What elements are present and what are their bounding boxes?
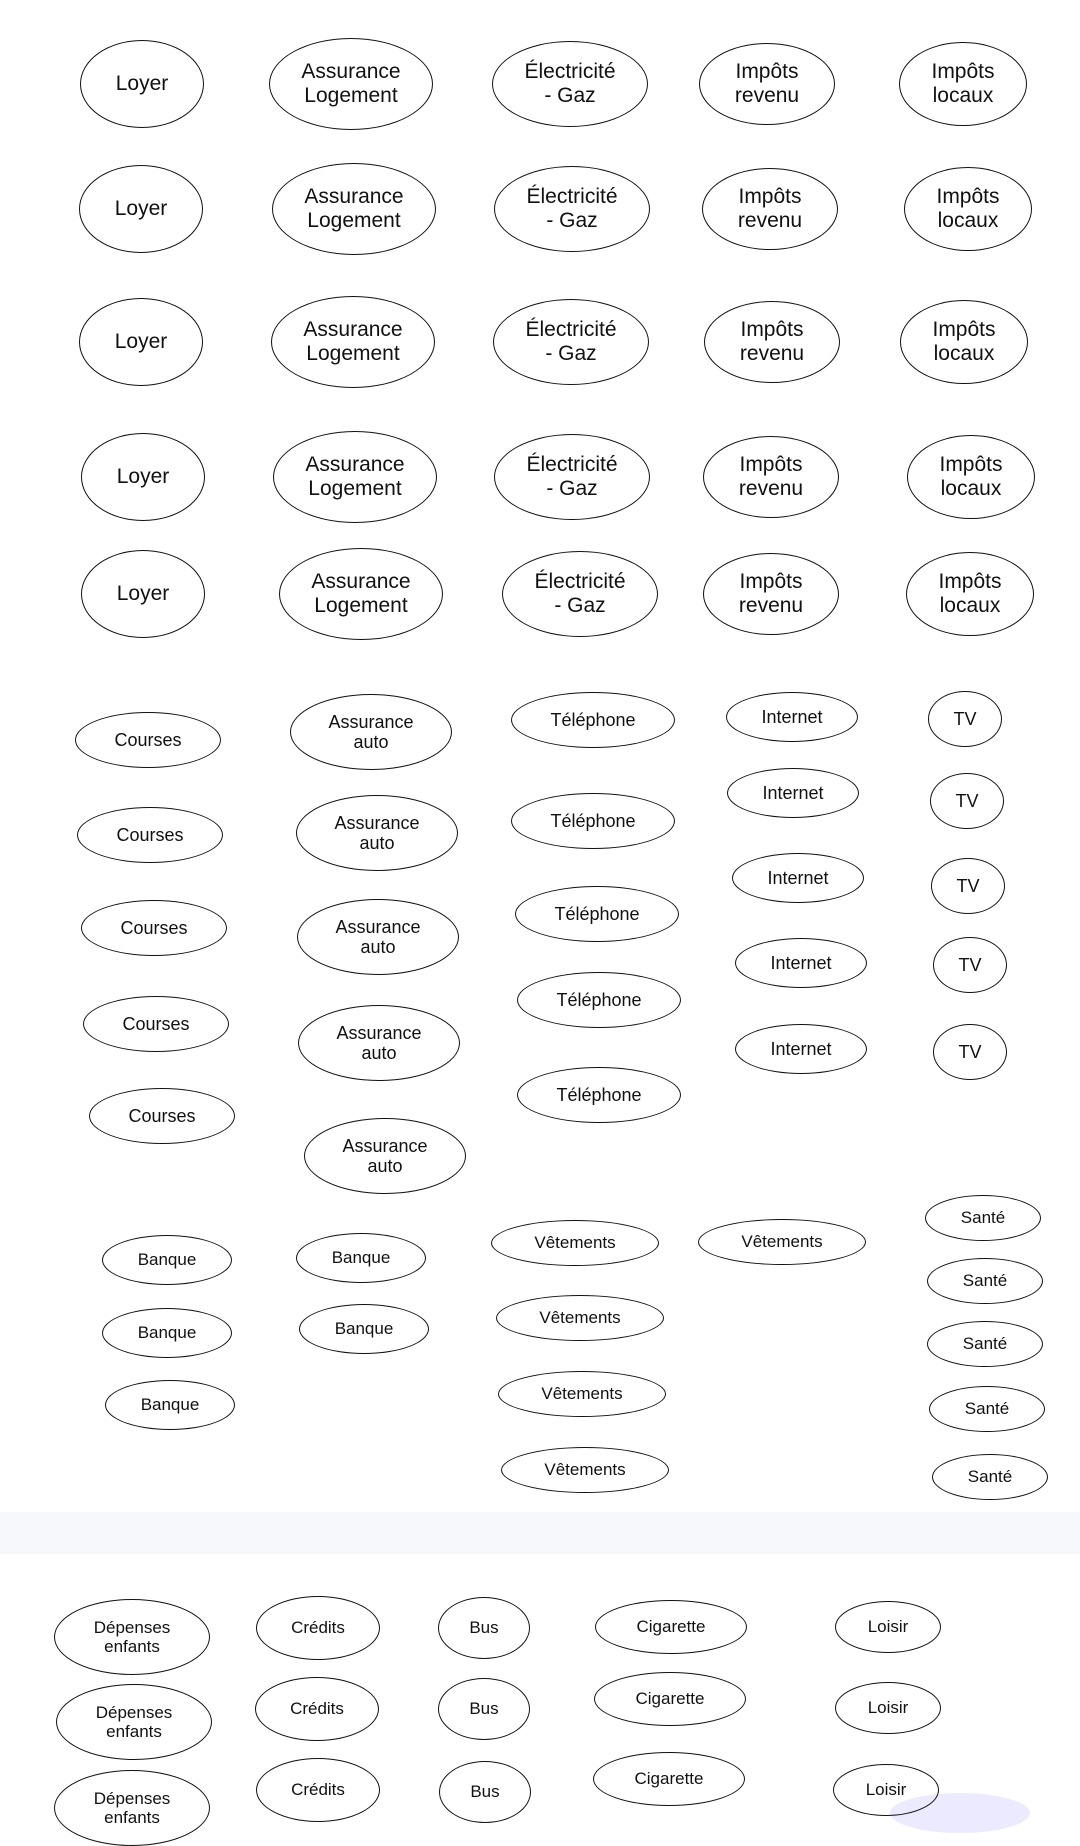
category-bubble-impots-revenu[interactable]: Impôts revenu	[702, 168, 838, 250]
category-bubble-loyer[interactable]: Loyer	[80, 40, 204, 128]
category-bubble-tv[interactable]: TV	[930, 773, 1004, 829]
category-bubble-internet[interactable]: Internet	[726, 692, 858, 742]
category-bubble-tv[interactable]: TV	[933, 937, 1007, 993]
category-bubble-vetements[interactable]: Vêtements	[496, 1295, 664, 1341]
category-bubble-depenses-enfants[interactable]: Dépenses enfants	[56, 1684, 212, 1760]
category-bubble-depenses-enfants[interactable]: Dépenses enfants	[54, 1770, 210, 1846]
category-bubble-loisir[interactable]: Loisir	[833, 1764, 939, 1816]
category-bubble-banque[interactable]: Banque	[105, 1380, 235, 1430]
category-bubble-assurance-auto[interactable]: Assurance auto	[296, 795, 458, 871]
category-bubble-telephone[interactable]: Téléphone	[511, 692, 675, 748]
category-bubble-depenses-enfants[interactable]: Dépenses enfants	[54, 1599, 210, 1675]
category-bubble-credits[interactable]: Crédits	[256, 1596, 380, 1660]
category-bubble-telephone[interactable]: Téléphone	[517, 972, 681, 1028]
category-bubble-assurance-auto[interactable]: Assurance auto	[298, 1005, 460, 1081]
category-bubble-loisir[interactable]: Loisir	[835, 1601, 941, 1653]
category-bubble-electricite-gaz[interactable]: Électricité - Gaz	[493, 299, 649, 385]
category-bubble-vetements[interactable]: Vêtements	[501, 1447, 669, 1493]
category-bubble-sante[interactable]: Santé	[927, 1258, 1043, 1304]
category-bubble-impots-locaux[interactable]: Impôts locaux	[900, 300, 1028, 384]
category-bubble-credits[interactable]: Crédits	[256, 1758, 380, 1822]
category-bubble-vetements[interactable]: Vêtements	[698, 1219, 866, 1265]
category-bubble-bus[interactable]: Bus	[439, 1761, 531, 1823]
category-bubble-assurance-logement[interactable]: Assurance Logement	[271, 296, 435, 388]
category-bubble-electricite-gaz[interactable]: Électricité - Gaz	[502, 551, 658, 637]
category-bubble-cigarette[interactable]: Cigarette	[594, 1672, 746, 1726]
category-bubble-assurance-logement[interactable]: Assurance Logement	[272, 163, 436, 255]
category-bubble-credits[interactable]: Crédits	[255, 1677, 379, 1741]
category-bubble-telephone[interactable]: Téléphone	[517, 1067, 681, 1123]
category-bubble-impots-locaux[interactable]: Impôts locaux	[904, 167, 1032, 251]
category-bubble-assurance-logement[interactable]: Assurance Logement	[279, 548, 443, 640]
category-bubble-telephone[interactable]: Téléphone	[515, 886, 679, 942]
category-bubble-sante[interactable]: Santé	[925, 1195, 1041, 1241]
category-bubble-internet[interactable]: Internet	[735, 1024, 867, 1074]
category-bubble-internet[interactable]: Internet	[735, 938, 867, 988]
category-bubble-loyer[interactable]: Loyer	[81, 550, 205, 638]
category-bubble-sante[interactable]: Santé	[927, 1321, 1043, 1367]
category-bubble-impots-locaux[interactable]: Impôts locaux	[906, 552, 1034, 636]
category-bubble-impots-revenu[interactable]: Impôts revenu	[699, 43, 835, 125]
category-bubble-courses[interactable]: Courses	[75, 712, 221, 768]
category-bubble-banque[interactable]: Banque	[296, 1233, 426, 1283]
category-bubble-assurance-auto[interactable]: Assurance auto	[290, 694, 452, 770]
category-bubble-electricite-gaz[interactable]: Électricité - Gaz	[494, 434, 650, 520]
category-bubble-cigarette[interactable]: Cigarette	[595, 1600, 747, 1654]
category-bubble-electricite-gaz[interactable]: Électricité - Gaz	[492, 41, 648, 127]
category-bubble-vetements[interactable]: Vêtements	[498, 1371, 666, 1417]
category-bubble-impots-revenu[interactable]: Impôts revenu	[703, 436, 839, 518]
category-bubble-tv[interactable]: TV	[928, 691, 1002, 747]
category-bubble-telephone[interactable]: Téléphone	[511, 793, 675, 849]
category-bubble-assurance-logement[interactable]: Assurance Logement	[273, 431, 437, 523]
category-bubble-courses[interactable]: Courses	[81, 900, 227, 956]
category-bubble-sante[interactable]: Santé	[932, 1454, 1048, 1500]
category-bubble-impots-locaux[interactable]: Impôts locaux	[899, 42, 1027, 126]
category-bubble-vetements[interactable]: Vêtements	[491, 1220, 659, 1266]
category-bubble-bus[interactable]: Bus	[438, 1678, 530, 1740]
category-bubble-internet[interactable]: Internet	[727, 768, 859, 818]
section-separator	[0, 1512, 1080, 1554]
category-bubble-banque[interactable]: Banque	[299, 1304, 429, 1354]
category-bubble-tv[interactable]: TV	[931, 858, 1005, 914]
category-bubble-loisir[interactable]: Loisir	[835, 1682, 941, 1734]
category-bubble-courses[interactable]: Courses	[89, 1088, 235, 1144]
category-bubble-electricite-gaz[interactable]: Électricité - Gaz	[494, 166, 650, 252]
category-bubble-courses[interactable]: Courses	[83, 996, 229, 1052]
category-bubble-assurance-logement[interactable]: Assurance Logement	[269, 38, 433, 130]
category-bubble-internet[interactable]: Internet	[732, 853, 864, 903]
category-bubble-loyer[interactable]: Loyer	[81, 433, 205, 521]
category-bubble-courses[interactable]: Courses	[77, 807, 223, 863]
category-bubble-impots-revenu[interactable]: Impôts revenu	[704, 301, 840, 383]
category-bubble-loyer[interactable]: Loyer	[79, 298, 203, 386]
category-bubble-bus[interactable]: Bus	[438, 1597, 530, 1659]
category-bubble-banque[interactable]: Banque	[102, 1308, 232, 1358]
category-bubble-banque[interactable]: Banque	[102, 1235, 232, 1285]
category-bubble-tv[interactable]: TV	[933, 1024, 1007, 1080]
category-bubble-assurance-auto[interactable]: Assurance auto	[297, 899, 459, 975]
category-bubble-sante[interactable]: Santé	[929, 1386, 1045, 1432]
category-bubble-impots-revenu[interactable]: Impôts revenu	[703, 553, 839, 635]
category-bubble-assurance-auto[interactable]: Assurance auto	[304, 1118, 466, 1194]
category-bubble-impots-locaux[interactable]: Impôts locaux	[907, 435, 1035, 519]
category-bubble-cigarette[interactable]: Cigarette	[593, 1752, 745, 1806]
category-bubble-loyer[interactable]: Loyer	[79, 165, 203, 253]
